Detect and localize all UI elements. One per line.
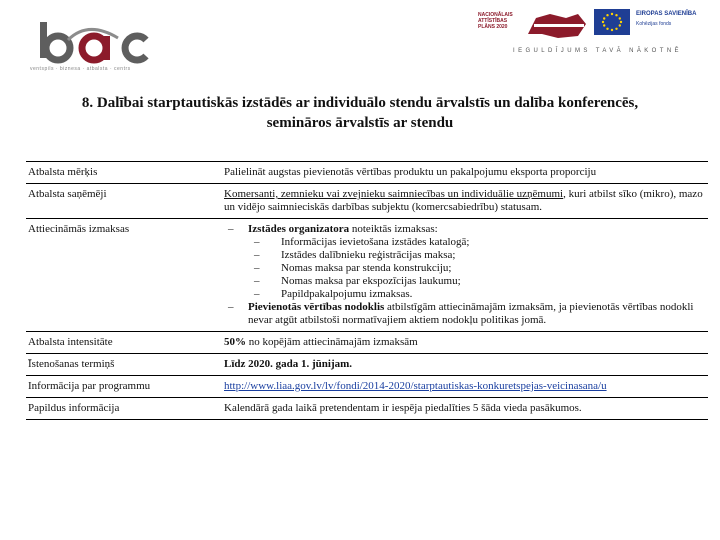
eu-logo: [594, 9, 704, 39]
dash-bullet: –: [254, 236, 260, 248]
dash-bullet: –: [228, 301, 234, 313]
table-row: [26, 162, 708, 184]
row-label: Atbalsta saņēmēji: [26, 184, 220, 219]
nap-latvia-stripe: [534, 24, 584, 27]
row-label: Attiecināmās izmaksas: [26, 219, 220, 332]
recipients-rest: , kuri atbilst sīko (mikro), mazo un vidējo saimnieciskās darbības subjektu (komercsabiedrību) statusam.: [224, 188, 703, 213]
cost-subitem: [224, 262, 706, 275]
dash-bullet: –: [254, 249, 260, 261]
dash-bullet: –: [254, 275, 260, 287]
eu-logo-title: EIROPAS SAVIENĪBA: [636, 11, 697, 17]
cost-subitem-text: Papildpakalpojumu izmaksas.: [281, 288, 413, 300]
cost-subitem-text: Izstādes dalībnieku reģistrācijas maksa;: [281, 249, 456, 261]
cost-subitem: [224, 275, 706, 288]
table-row: [26, 398, 708, 420]
program-info-link[interactable]: http://www.liaa.gov.lv/lv/fondi/2014-2020/starptautiskas-konkuretspejas-veicinasana/u: [224, 380, 607, 392]
cost-subitem: [224, 288, 706, 301]
row-label: Īstenošanas termiņš: [26, 354, 220, 376]
logo-tagline: ventspils · biznesa · atbalsta · centrs: [30, 66, 131, 72]
recipients-underlined: Komersanti, zemnieku vai zvejnieku saimniecības un individuālie uzņēmumi: [224, 188, 564, 200]
eu-logo-subtitle: Kohēzijas fonds: [636, 21, 672, 27]
table-row: [26, 184, 708, 219]
nap-logo-text: NACIONĀLAIS ATTĪSTĪBAS PLĀNS 2020: [478, 12, 513, 30]
row-value: Kalendārā gada laikā pretendentam ir iespēja piedalīties 5 šāda vieda pasākumos.: [220, 398, 708, 420]
cost-subitem: [224, 236, 706, 249]
row-value: [220, 332, 708, 354]
cost-item: [224, 301, 706, 327]
dash-bullet: –: [254, 262, 260, 274]
table-row: [26, 332, 708, 354]
cost-subitem: [224, 249, 706, 262]
row-value: [220, 354, 708, 376]
dash-bullet: –: [254, 288, 260, 300]
table-row: [26, 376, 708, 398]
row-value: Palielināt augstas pievienotās vērtības produktu un pakalpojumu eksporta proporciju: [220, 162, 708, 184]
deadline-text: Līdz 2020. gada 1. jūnijam.: [224, 358, 353, 370]
intensity-percent: 50%: [224, 336, 246, 348]
row-label: Papildus informācija: [26, 398, 220, 420]
cost-item-text: atbilstīgām attiecināmajām izmaksām, ja pievienotās vērtības nodokli nevar atgūt atbilstoši normatīvajiem aktiem nodokļu politikas jomā.: [248, 301, 694, 326]
row-label: Informācija par programmu: [26, 376, 220, 398]
cost-item-bold: Pievienotās vērtības nodoklis: [248, 301, 385, 313]
row-value: [220, 376, 708, 398]
logo-letter-b-bowl: [46, 36, 70, 60]
row-value: [220, 184, 708, 219]
row-value: [220, 219, 708, 332]
logo-letter-a-stem: [103, 36, 110, 60]
cost-item: [224, 223, 706, 236]
cost-item-bold: Izstādes organizatora: [248, 223, 350, 235]
support-info-table: [26, 161, 708, 420]
cost-subitem-text: Nomas maksa par ekspozīcijas laukumu;: [281, 275, 461, 287]
dash-bullet: –: [228, 223, 234, 235]
header-slogan: IEGULDĪJUMS TAVĀ NĀKOTNĒ: [513, 48, 682, 54]
row-label: Atbalsta mērķis: [26, 162, 220, 184]
logo-letter-c: [125, 36, 146, 60]
cost-subitem-text: Nomas maksa par stenda konstrukciju;: [281, 262, 452, 274]
cost-subitem-text: Informācijas ievietošana izstādes katalogā;: [281, 236, 470, 248]
logo-letter-a-bowl: [82, 36, 106, 60]
table-row: [26, 219, 708, 332]
row-label: Atbalsta intensitāte: [26, 332, 220, 354]
eu-flag-icon: [594, 9, 630, 35]
intensity-text: no kopējām attiecināmajām izmaksām: [246, 336, 418, 348]
table-row: [26, 354, 708, 376]
cost-item-text: noteiktās izmaksas:: [349, 223, 438, 235]
page-title: 8. Dalībai starptautiskās izstādēs ar individuālo stendu ārvalstīs un dalība konferencēs, semināros ārvalstīs ar stendu: [81, 95, 639, 131]
